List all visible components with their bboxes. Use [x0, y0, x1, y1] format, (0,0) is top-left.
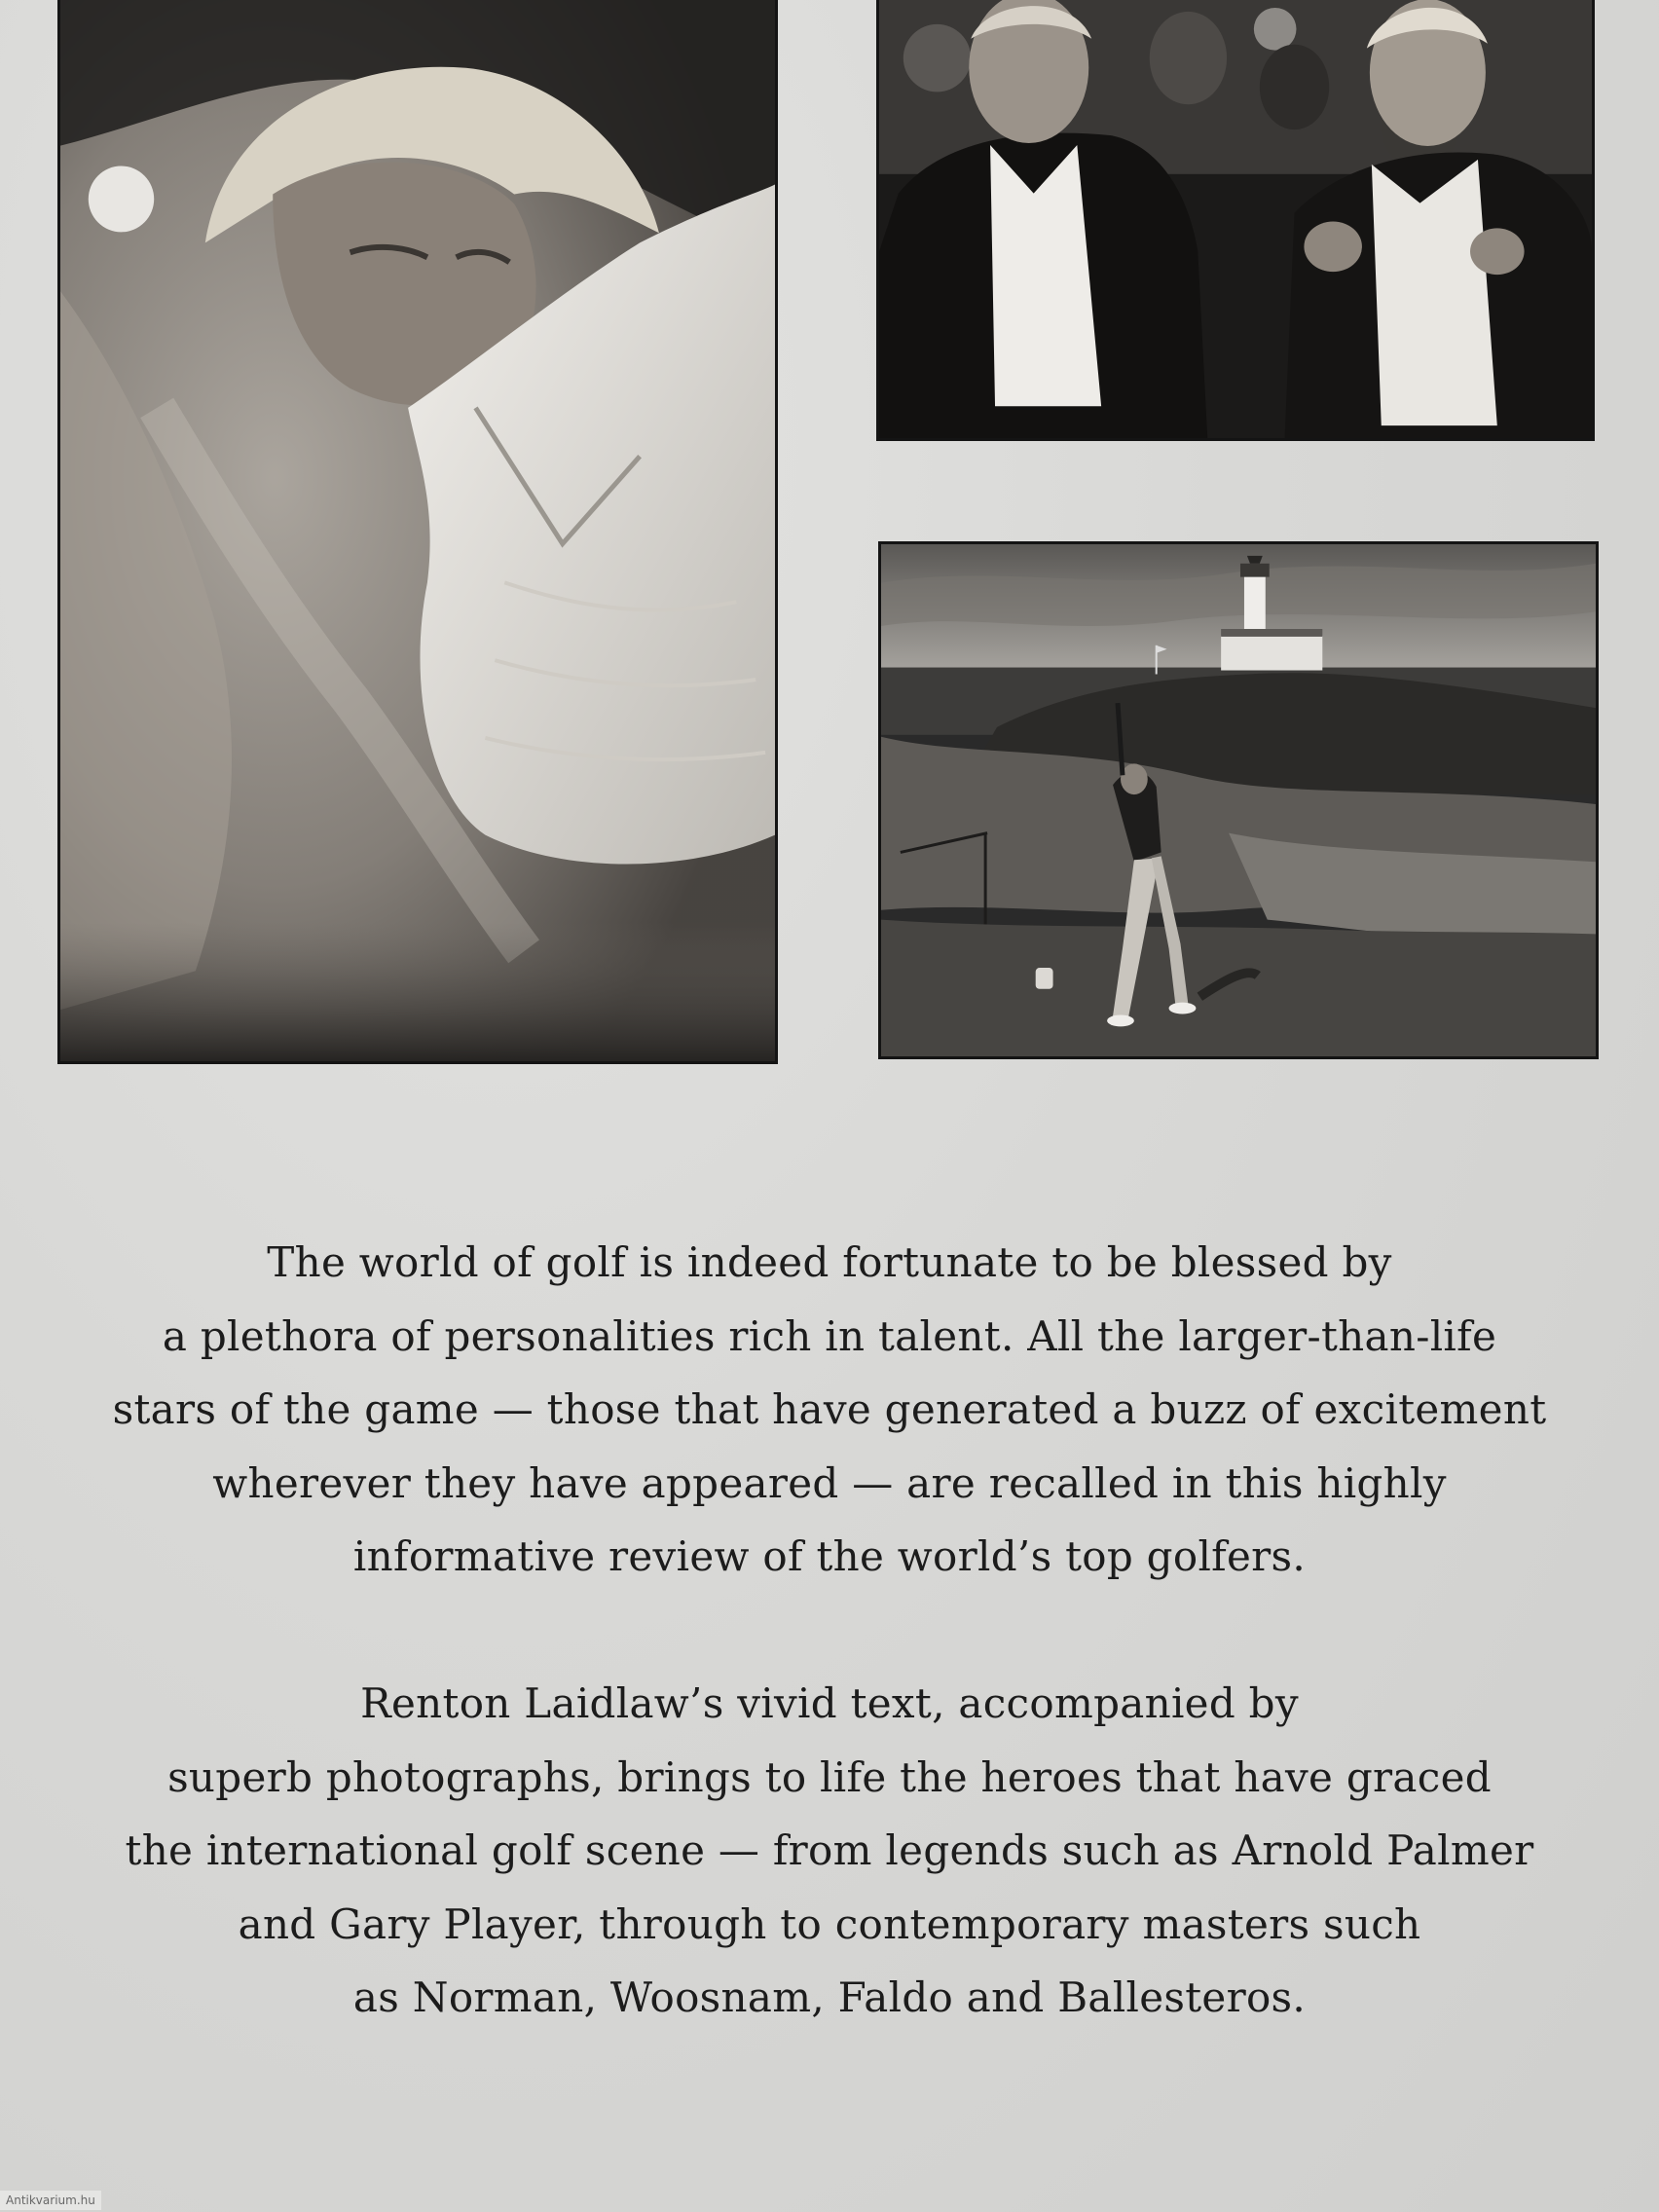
lighthouse-photo-art [881, 544, 1596, 1056]
golfer-bunker-shot-photo [57, 0, 778, 1064]
blurb-line: superb photographs, brings to life the heroes that have graced [167, 1752, 1492, 1801]
blurb-line: the international golf scene — from legends such as Arnold Palmer [125, 1826, 1534, 1874]
blurb-line: informative review of the world’s top golfers. [352, 1532, 1307, 1580]
blurb-line: wherever they have appeared — are recalled in this highly [212, 1458, 1447, 1507]
blurb-line: The world of golf is indeed fortunate to be blessed by [267, 1238, 1392, 1286]
blurb-paragraph-1 [97, 1226, 1562, 1594]
golfer-tee-shot-lighthouse-photo [878, 541, 1599, 1059]
bunker-photo-art [60, 0, 775, 1061]
blurb-line: Renton Laidlaw’s vivid text, accompanied by [360, 1679, 1299, 1727]
golfers-celebrating-photo [876, 0, 1595, 441]
champions-photo-art [879, 0, 1592, 438]
blurb-line: and Gary Player, through to contemporary masters such [238, 1899, 1421, 1948]
blurb-line: as Norman, Woosnam, Faldo and Ballesteros. [352, 1973, 1307, 2021]
blurb-line: stars of the game — those that have generated a buzz of excitement [112, 1385, 1547, 1433]
watermark: Antikvarium.hu [0, 2191, 101, 2210]
blurb-paragraph-2 [97, 1667, 1562, 2035]
blurb-line: a plethora of personalities rich in talent. All the larger-than-life [162, 1311, 1497, 1360]
